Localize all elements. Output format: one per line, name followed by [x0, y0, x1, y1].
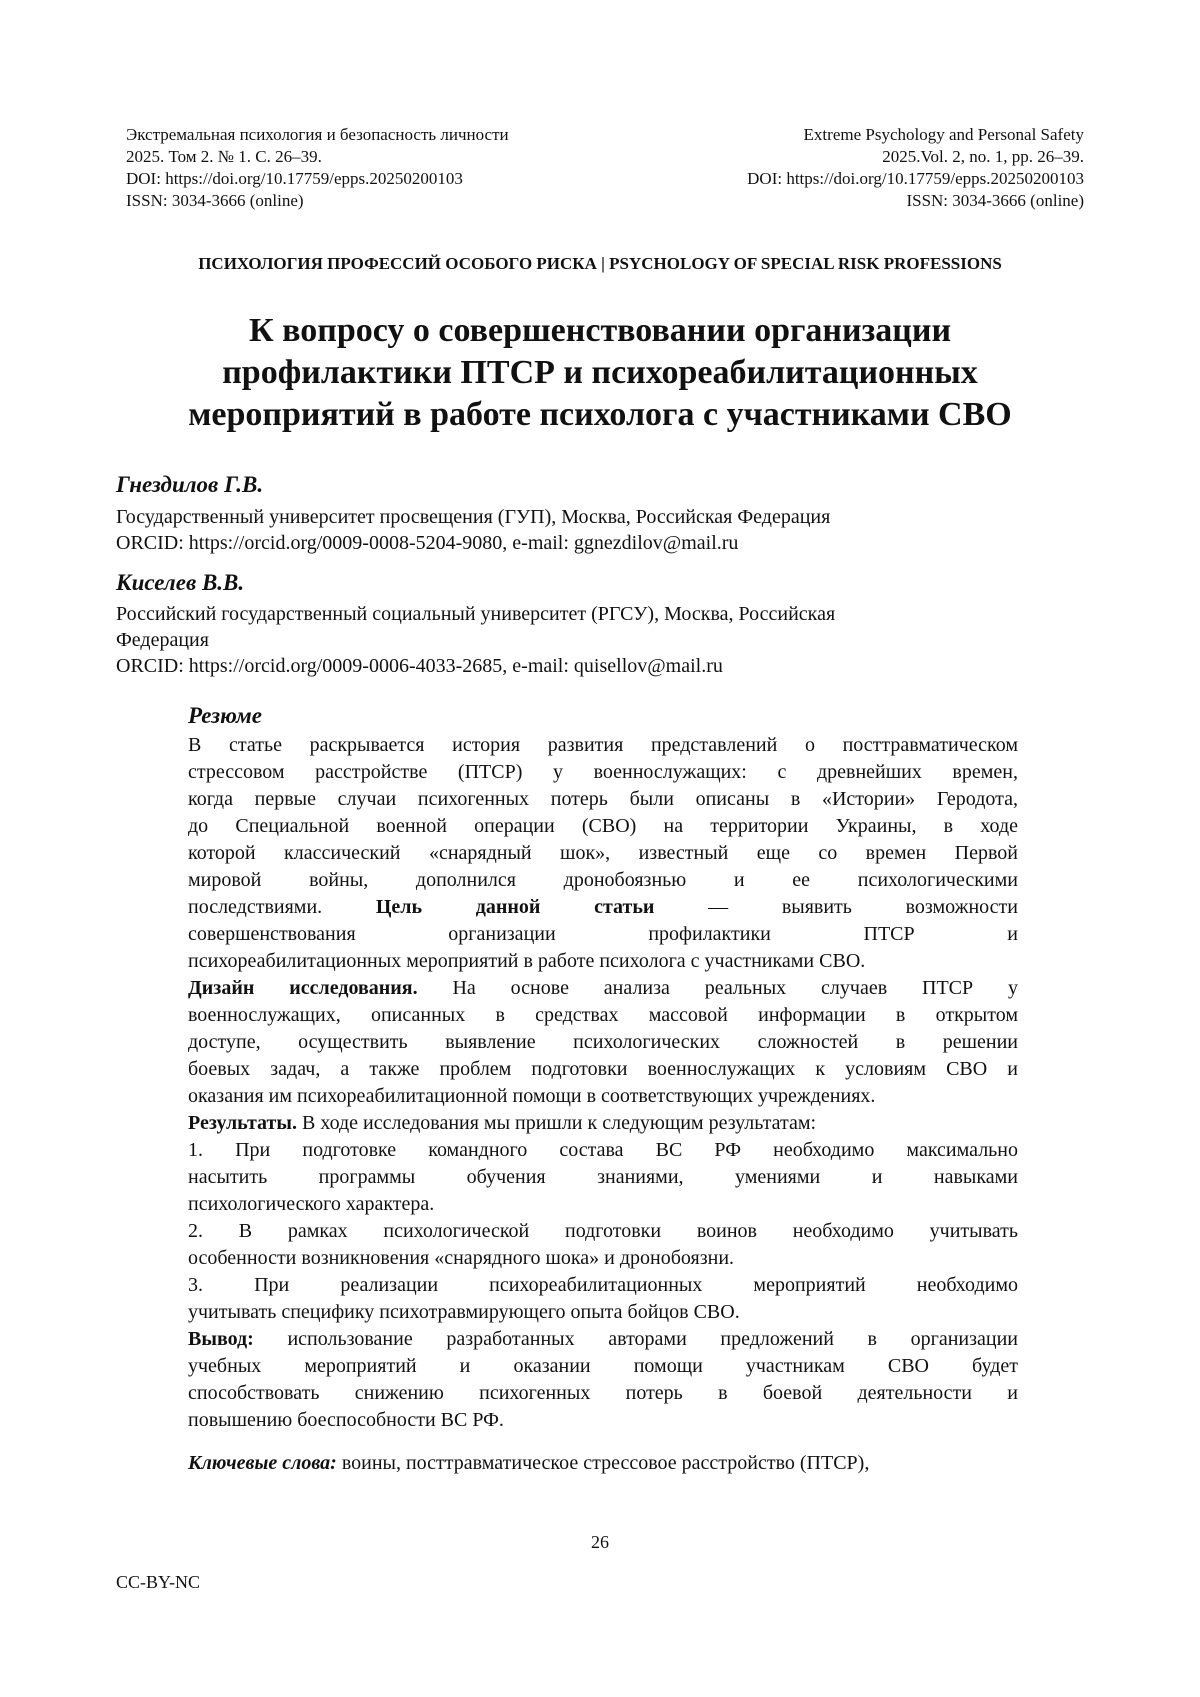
abstract-line: психологического характера. [188, 1191, 1018, 1218]
abstract-text: последствиями. [188, 896, 322, 918]
abstract-line [188, 975, 1018, 1002]
keywords [188, 1450, 1018, 1477]
keywords-text: воины, посттравматическое стрессовое расстройство (ПТСР), [342, 1452, 870, 1474]
abstract-line [188, 894, 1018, 921]
abstract-line [188, 1326, 1018, 1353]
author-affiliation [116, 504, 830, 556]
journal-header-en [747, 124, 1084, 212]
abstract-heading: Резюме [188, 702, 1018, 730]
abstract-line: 2. В рамках психологической подготовки воинов необходимо учитывать [188, 1218, 1018, 1245]
conclusion-label: Вывод: [188, 1328, 254, 1350]
abstract-text: использование разработанных авторами предложений в организации [287, 1328, 1018, 1350]
abstract-line: повышению боеспособности ВС РФ. [188, 1407, 1018, 1434]
header-en-line: ISSN: 3034-3666 (online) [747, 190, 1084, 212]
article-title [0, 310, 1200, 436]
abstract-text: В ходе исследования мы пришли к следующим результатам: [302, 1112, 816, 1134]
goal-label: Цель данной статьи [376, 896, 655, 918]
header-ru-line: ISSN: 3034-3666 (online) [126, 190, 509, 212]
abstract-line: военнослужащих, описанных в средствах массовой информации в открытом [188, 1002, 1018, 1029]
journal-header-ru [126, 124, 509, 212]
header-en-line: 2025.Vol. 2, no. 1, pp. 26–39. [747, 146, 1084, 168]
title-line: мероприятий в работе психолога с участниками СВО [0, 394, 1200, 436]
page-number: 26 [0, 1532, 1200, 1553]
keywords-label: Ключевые слова: [188, 1452, 337, 1474]
header-ru-line: 2025. Том 2. № 1. С. 26–39. [126, 146, 509, 168]
author-orcid[interactable]: ORCID: https://orcid.org/0009-0006-4033-2685, e-mail: quisellov@mail.ru [116, 653, 835, 679]
abstract-line: 3. При реализации психореабилитационных мероприятий необходимо [188, 1272, 1018, 1299]
header-ru-doi[interactable]: DOI: https://doi.org/10.17759/epps.20250200103 [126, 168, 509, 190]
abstract-line: учебных мероприятий и оказании помощи участникам СВО будет [188, 1353, 1018, 1380]
abstract-line: особенности возникновения «снарядного шока» и дронобоязни. [188, 1245, 1018, 1272]
abstract-line: В статье раскрывается история развития представлений о посттравматическом [188, 732, 1018, 759]
title-line: К вопросу о совершенствовании организации [0, 310, 1200, 352]
header-en-doi[interactable]: DOI: https://doi.org/10.17759/epps.20250200103 [747, 168, 1084, 190]
author-name: Киселев В.В. [116, 570, 244, 596]
abstract-line [188, 1110, 1018, 1137]
author-name: Гнездилов Г.В. [116, 472, 263, 498]
author-orcid[interactable]: ORCID: https://orcid.org/0009-0008-5204-9080, e-mail: ggnezdilov@mail.ru [116, 530, 830, 556]
abstract-line: мировой войны, дополнился дронобоязнью и ее психологическими [188, 867, 1018, 894]
abstract-line: до Специальной военной операции (СВО) на территории Украины, в ходе [188, 813, 1018, 840]
abstract-line: боевых задач, а также проблем подготовки военнослужащих к условиям СВО и [188, 1056, 1018, 1083]
abstract-line: способствовать снижению психогенных потерь в боевой деятельности и [188, 1380, 1018, 1407]
header-en-line: Extreme Psychology and Personal Safety [747, 124, 1084, 146]
results-label: Результаты. [188, 1112, 297, 1134]
affiliation-line: Федерация [116, 627, 835, 653]
author-affiliation [116, 601, 835, 679]
abstract-line: когда первые случаи психогенных потерь были описаны в «Истории» Геродота, [188, 786, 1018, 813]
design-label: Дизайн исследования. [188, 977, 418, 999]
abstract-text: На основе анализа реальных случаев ПТСР у [452, 977, 1018, 999]
abstract-line: 1. При подготовке командного состава ВС РФ необходимо максимально [188, 1137, 1018, 1164]
abstract-line: которой классический «снарядный шок», известный еще со времен Первой [188, 840, 1018, 867]
section-rubric: ПСИХОЛОГИЯ ПРОФЕССИЙ ОСОБОГО РИСКА | PSYCHOLOGY OF SPECIAL RISK PROFESSIONS [0, 254, 1200, 274]
abstract-text: — выявить возможности [708, 896, 1018, 918]
abstract-line: совершенствования организации профилактики ПТСР и [188, 921, 1018, 948]
abstract-line: учитывать специфику психотравмирующего опыта бойцов СВО. [188, 1299, 1018, 1326]
affiliation-line: Государственный университет просвещения (ГУП), Москва, Российская Федерация [116, 504, 830, 530]
license: CC-BY-NC [116, 1572, 200, 1593]
abstract [188, 702, 1018, 1477]
abstract-line: оказания им психореабилитационной помощи в соответствующих учреждениях. [188, 1083, 1018, 1110]
abstract-line: насытить программы обучения знаниями, умениями и навыками [188, 1164, 1018, 1191]
affiliation-line: Российский государственный социальный университет (РГСУ), Москва, Российская [116, 601, 835, 627]
abstract-line: психореабилитационных мероприятий в работе психолога с участниками СВО. [188, 948, 1018, 975]
header-ru-line: Экстремальная психология и безопасность личности [126, 124, 509, 146]
abstract-line: стрессовом расстройстве (ПТСР) у военнослужащих: с древнейших времен, [188, 759, 1018, 786]
abstract-line: доступе, осуществить выявление психологических сложностей в решении [188, 1029, 1018, 1056]
title-line: профилактики ПТСР и психореабилитационных [0, 352, 1200, 394]
